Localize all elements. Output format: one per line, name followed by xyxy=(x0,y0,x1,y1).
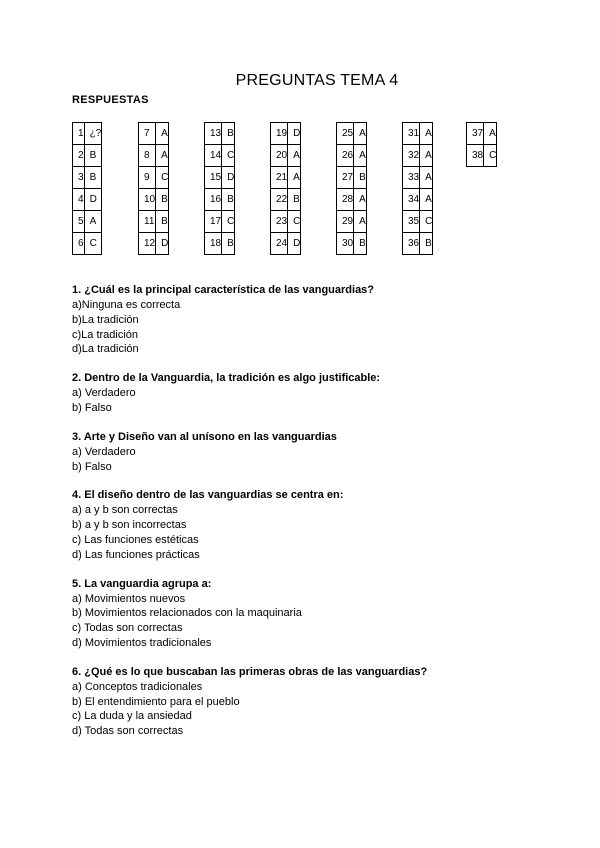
question-option: c) La duda y la ansiedad xyxy=(72,710,192,723)
answer-table xyxy=(402,122,433,255)
answer-table xyxy=(204,122,235,255)
question-option: d) Todas son correctas xyxy=(72,725,184,738)
answer-value: B xyxy=(84,145,102,167)
answer-row xyxy=(205,189,235,211)
question-option: a) Movimientos nuevos xyxy=(72,592,186,605)
answer-row xyxy=(467,123,497,145)
question-option: a) Conceptos tradicionales xyxy=(72,680,203,693)
answer-number: 25 xyxy=(337,123,354,145)
question-text: 4. El diseño dentro de las vanguardias se centra en: xyxy=(72,489,344,502)
question-text: 2. Dentro de la Vanguardia, la tradición es algo justificable: xyxy=(72,372,381,385)
answer-value: A xyxy=(420,167,433,189)
answer-number: 4 xyxy=(73,189,85,211)
answer-value: B xyxy=(354,167,367,189)
answer-row xyxy=(205,167,235,189)
answer-row xyxy=(205,145,235,167)
answer-number: 7 xyxy=(139,123,156,145)
answer-value: A xyxy=(288,145,301,167)
answer-row xyxy=(403,233,433,255)
answer-value: A xyxy=(84,211,102,233)
answer-table xyxy=(270,122,301,255)
answer-row xyxy=(73,211,102,233)
answer-row xyxy=(205,233,235,255)
answer-number: 18 xyxy=(205,233,222,255)
answer-value: C xyxy=(84,233,102,255)
answer-value: C xyxy=(222,211,235,233)
answer-value: B xyxy=(222,189,235,211)
questions-list xyxy=(72,283,552,753)
answer-row xyxy=(139,123,169,145)
question-option: b) El entendimiento para el pueblo xyxy=(72,695,240,708)
question-option: c) Las funciones estéticas xyxy=(72,533,199,546)
answer-number: 1 xyxy=(73,123,85,145)
page-title: PREGUNTAS TEMA 4 xyxy=(235,72,399,89)
answer-value: A xyxy=(420,123,433,145)
question-option: d) Movimientos tradicionales xyxy=(72,636,212,649)
question-block xyxy=(72,665,552,739)
question-option: a) a y b son correctas xyxy=(72,504,178,517)
answer-row xyxy=(139,145,169,167)
answer-table xyxy=(138,122,169,255)
answer-table xyxy=(72,122,102,255)
question-text: 5. La vanguardia agrupa a: xyxy=(72,577,212,590)
answer-number: 16 xyxy=(205,189,222,211)
answer-value: C xyxy=(156,167,169,189)
answer-row xyxy=(403,145,433,167)
answer-row xyxy=(73,233,102,255)
answer-row xyxy=(139,167,169,189)
answer-value: B xyxy=(354,233,367,255)
answer-number: 24 xyxy=(271,233,288,255)
answer-value: A xyxy=(354,189,367,211)
question-option: b) Falso xyxy=(72,460,112,473)
question-option: d) Las funciones prácticas xyxy=(72,548,200,561)
answer-row xyxy=(139,233,169,255)
question-block xyxy=(72,283,552,357)
answer-value: A xyxy=(156,145,169,167)
answer-value: A xyxy=(354,211,367,233)
question-option: a) Verdadero xyxy=(72,445,136,458)
answer-value: B xyxy=(156,189,169,211)
answer-row xyxy=(139,211,169,233)
question-block xyxy=(72,371,552,416)
answer-row xyxy=(271,233,301,255)
answer-value: D xyxy=(156,233,169,255)
answer-value: D xyxy=(288,233,301,255)
answer-value: D xyxy=(222,167,235,189)
question-option: b) Movimientos relacionados con la maquinaria xyxy=(72,607,302,620)
answer-number: 5 xyxy=(73,211,85,233)
question-text: 3. Arte y Diseño van al unísono en las vanguardias xyxy=(72,430,337,443)
question-option: a) Verdadero xyxy=(72,387,136,400)
answer-number: 3 xyxy=(73,167,85,189)
answer-number: 2 xyxy=(73,145,85,167)
answer-value: A xyxy=(156,123,169,145)
answer-number: 14 xyxy=(205,145,222,167)
answer-table xyxy=(336,122,367,255)
answer-number: 23 xyxy=(271,211,288,233)
answer-row xyxy=(271,167,301,189)
answer-number: 6 xyxy=(73,233,85,255)
question-option: a)Ninguna es correcta xyxy=(72,299,181,311)
answer-number: 35 xyxy=(403,211,420,233)
answer-value: B xyxy=(222,123,235,145)
answer-value: B xyxy=(420,233,433,255)
answer-number: 11 xyxy=(139,211,156,233)
question-block xyxy=(72,577,552,651)
answer-row xyxy=(271,123,301,145)
answer-row xyxy=(271,189,301,211)
answer-value: B xyxy=(288,189,301,211)
answer-row xyxy=(73,189,102,211)
answer-value: A xyxy=(354,123,367,145)
answer-value: C xyxy=(288,211,301,233)
answer-value: A xyxy=(484,123,497,145)
answer-row xyxy=(139,189,169,211)
answer-value: C xyxy=(222,145,235,167)
question-option: c)La tradición xyxy=(72,328,139,341)
answer-number: 34 xyxy=(403,189,420,211)
answer-number: 21 xyxy=(271,167,288,189)
answer-row xyxy=(403,189,433,211)
answer-row xyxy=(205,211,235,233)
answer-value: D xyxy=(288,123,301,145)
answer-row xyxy=(73,123,102,145)
answer-row xyxy=(467,145,497,167)
answer-number: 13 xyxy=(205,123,222,145)
answer-number: 30 xyxy=(337,233,354,255)
answer-row xyxy=(403,123,433,145)
answer-row xyxy=(403,211,433,233)
answer-row xyxy=(271,211,301,233)
answer-row xyxy=(337,189,367,211)
answer-table xyxy=(466,122,497,167)
answer-number: 26 xyxy=(337,145,354,167)
answer-number: 27 xyxy=(337,167,354,189)
answer-number: 19 xyxy=(271,123,288,145)
answer-number: 22 xyxy=(271,189,288,211)
answer-value: A xyxy=(288,167,301,189)
question-text: 1. ¿Cuál es la principal característica de las vanguardias? xyxy=(72,284,375,296)
answer-number: 38 xyxy=(467,145,484,167)
answer-number: 32 xyxy=(403,145,420,167)
answer-value: C xyxy=(484,145,497,167)
answer-row xyxy=(403,167,433,189)
answer-number: 10 xyxy=(139,189,156,211)
question-option: b)La tradición xyxy=(72,313,139,326)
answer-value: B xyxy=(222,233,235,255)
answer-number: 9 xyxy=(139,167,156,189)
answer-row xyxy=(337,145,367,167)
answer-value: ¿? xyxy=(84,123,102,145)
answer-number: 15 xyxy=(205,167,222,189)
answer-number: 20 xyxy=(271,145,288,167)
answer-row xyxy=(337,211,367,233)
answer-row xyxy=(271,145,301,167)
answer-row xyxy=(73,167,102,189)
answer-number: 31 xyxy=(403,123,420,145)
answer-row xyxy=(337,167,367,189)
answer-number: 28 xyxy=(337,189,354,211)
answer-value: A xyxy=(420,145,433,167)
answer-value: C xyxy=(420,211,433,233)
answer-value: A xyxy=(420,189,433,211)
question-option: b) a y b son incorrectas xyxy=(72,519,187,532)
question-option: d)La tradición xyxy=(72,343,139,356)
answer-row xyxy=(73,145,102,167)
answer-value: A xyxy=(354,145,367,167)
answer-number: 8 xyxy=(139,145,156,167)
question-option: b) Falso xyxy=(72,401,112,414)
answer-value: D xyxy=(84,189,102,211)
answer-row xyxy=(205,123,235,145)
question-block xyxy=(72,488,552,562)
answers-heading: RESPUESTAS xyxy=(72,94,149,106)
question-text: 6. ¿Qué es lo que buscaban las primeras obras de las vanguardias? xyxy=(72,665,428,678)
answer-value: B xyxy=(156,211,169,233)
answer-value: B xyxy=(84,167,102,189)
question-option: c) Todas son correctas xyxy=(72,622,183,635)
answer-number: 36 xyxy=(403,233,420,255)
answer-number: 29 xyxy=(337,211,354,233)
question-block xyxy=(72,430,552,475)
answer-number: 17 xyxy=(205,211,222,233)
answer-row xyxy=(337,233,367,255)
answer-row xyxy=(337,123,367,145)
answer-number: 12 xyxy=(139,233,156,255)
answer-number: 33 xyxy=(403,167,420,189)
answer-number: 37 xyxy=(467,123,484,145)
